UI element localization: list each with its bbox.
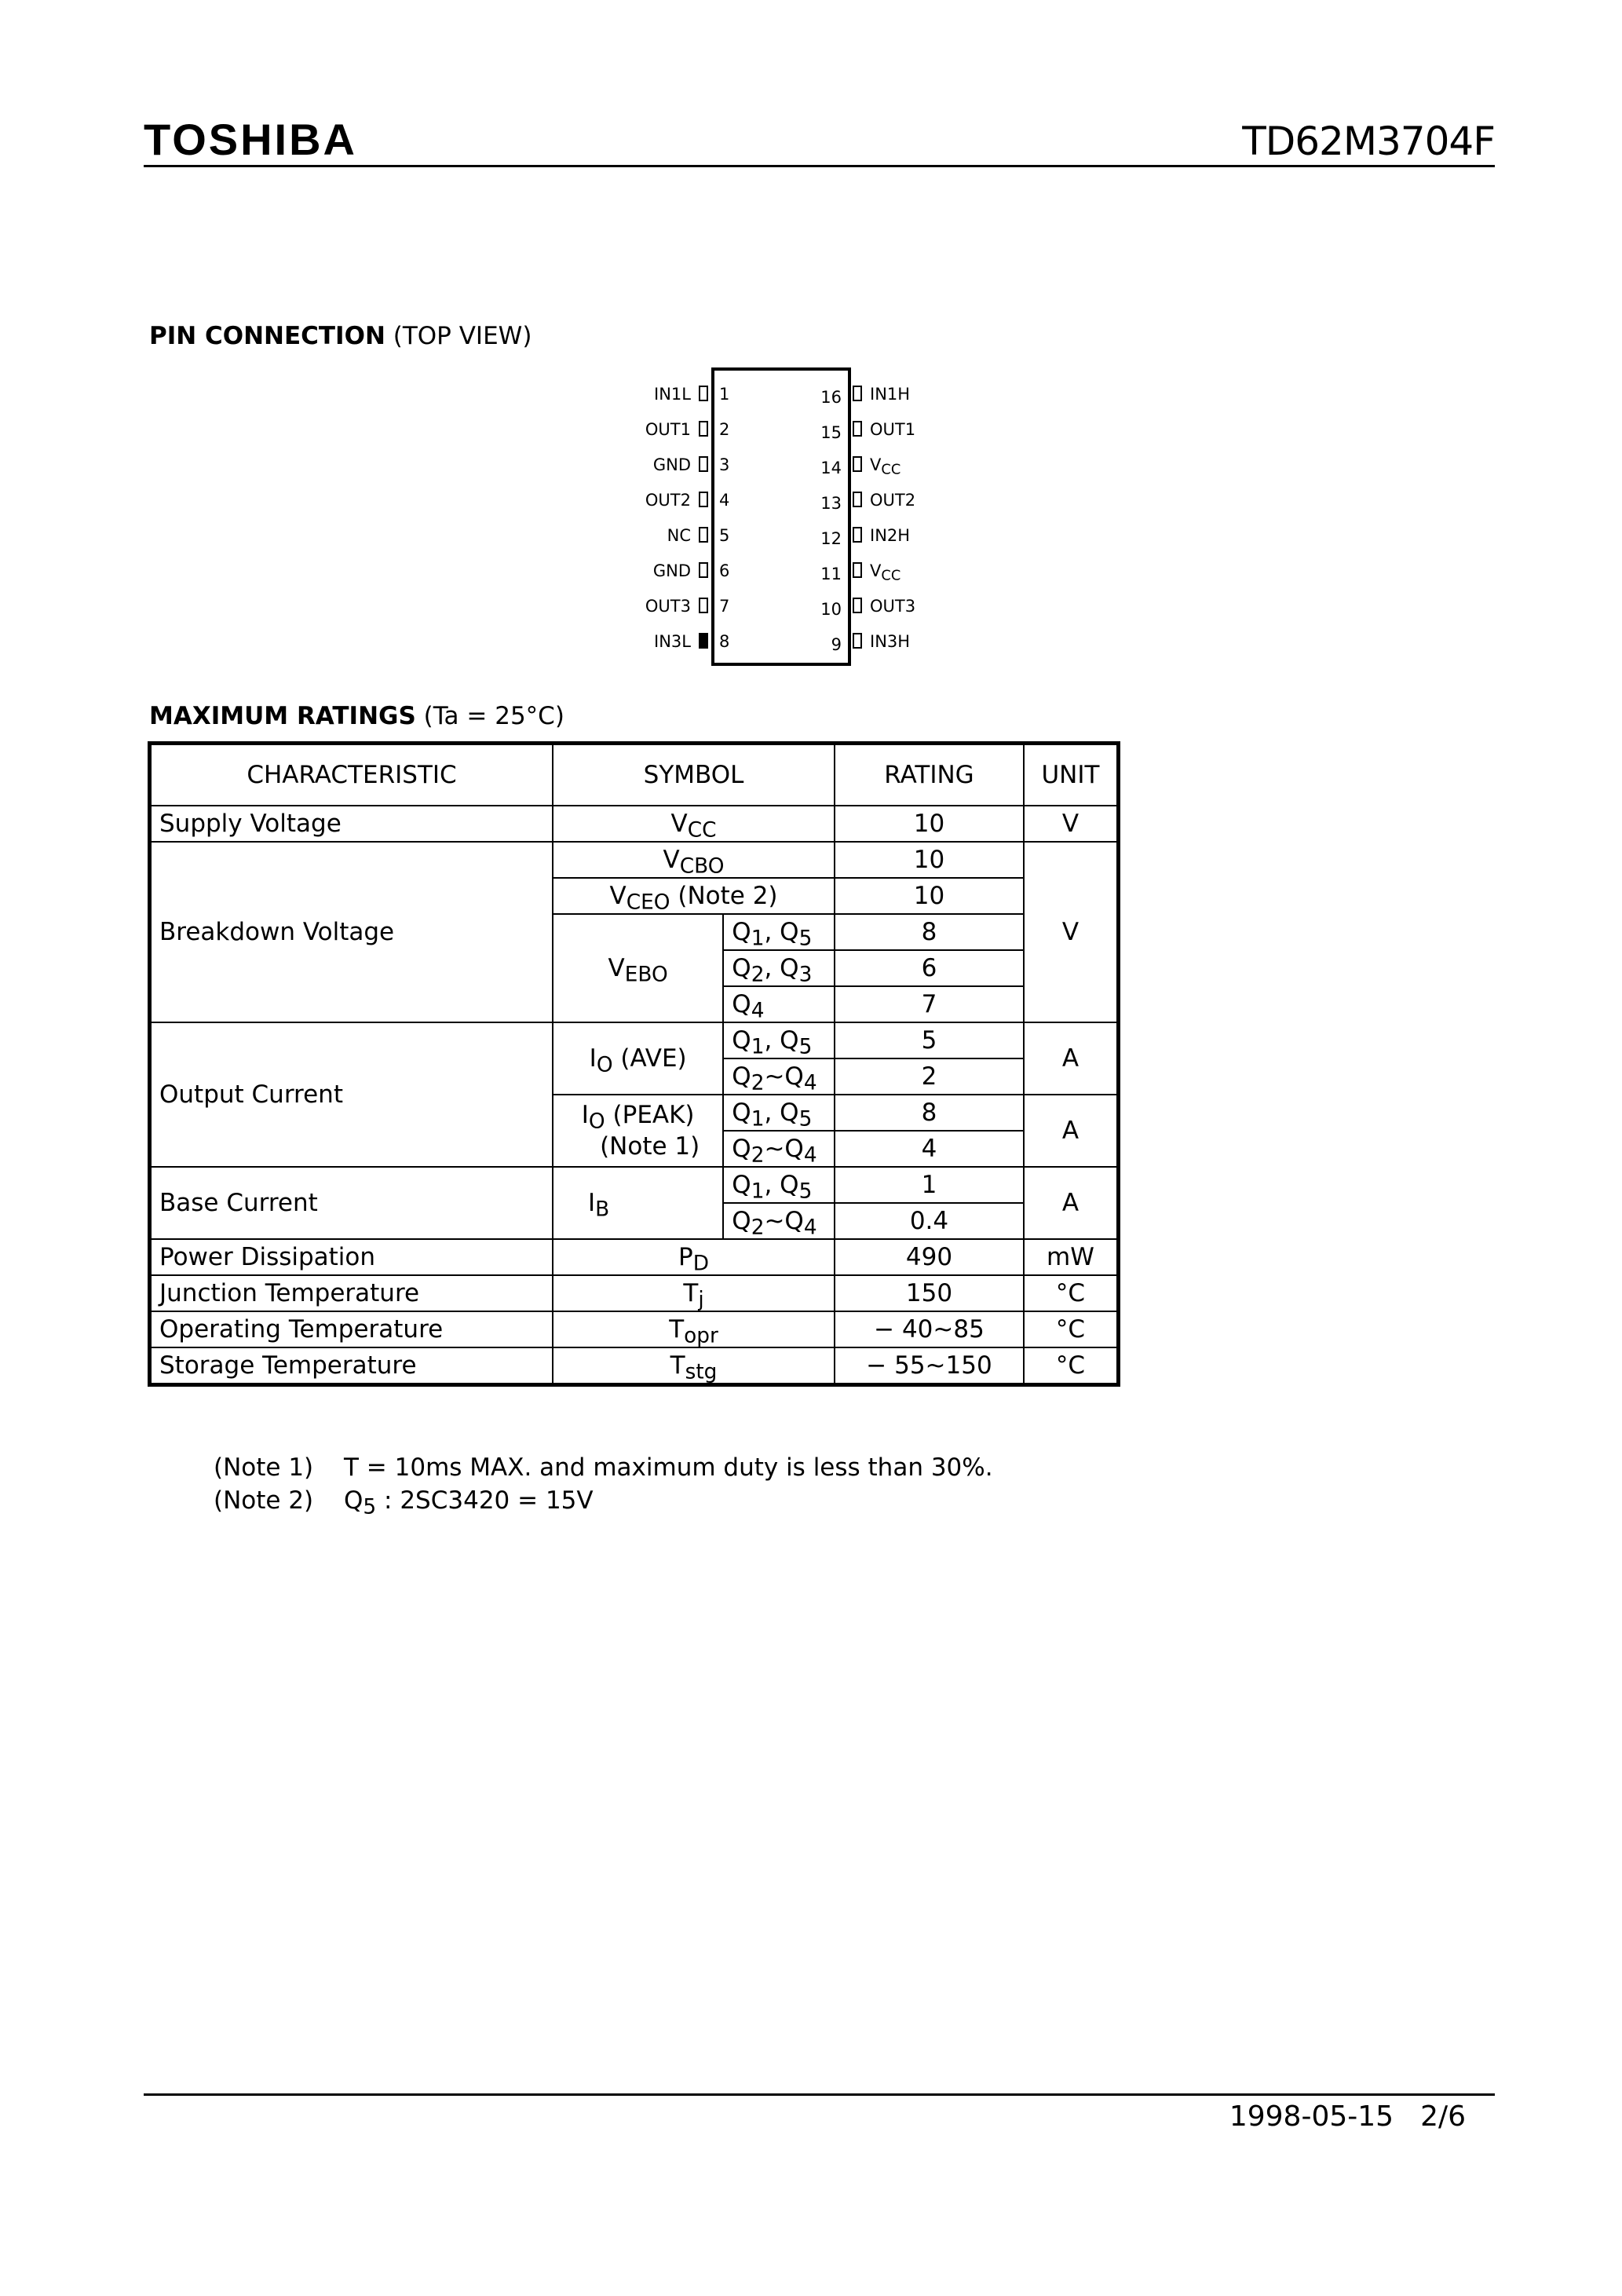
pd-rating: 490 [835, 1239, 1024, 1275]
pin-label: IN3L [654, 632, 691, 651]
header-rating: RATING [835, 744, 1024, 806]
pin-marker [699, 421, 708, 437]
ib-symbol: $I_B$ [553, 1167, 723, 1239]
io-ave-symbol: $I_O$ (AVE) [553, 1022, 723, 1095]
io-peak-q2-q4-rating: 4 [835, 1131, 1024, 1167]
pin-label: OUT2 [870, 491, 916, 510]
pin-number: 7 [719, 597, 730, 616]
ic-package-diagram [711, 367, 851, 666]
topr-unit: °C [1024, 1311, 1119, 1347]
tj-rating: 150 [835, 1275, 1024, 1311]
pin-label: OUT1 [870, 420, 916, 439]
pin-number: 6 [719, 561, 730, 580]
vebo-q1-q5-rating: 8 [835, 914, 1024, 950]
topr-symbol: $T_{opr}$ [553, 1311, 835, 1347]
vceo-symbol: $V_{CEO}$ (Note 2) [553, 878, 835, 914]
table-row [150, 1347, 1119, 1385]
ib-q1-q5: $Q_1$, $Q_5$ [723, 1167, 835, 1203]
ib-q2-q4: $Q_2\sim Q_4$ [723, 1203, 835, 1239]
tstg-rating: − 55~150 [835, 1347, 1024, 1385]
header-symbol: SYMBOL [553, 744, 835, 806]
pin-number: 2 [719, 420, 730, 439]
base-unit: A [1024, 1167, 1119, 1239]
pin-label: OUT3 [870, 597, 916, 616]
pin-number: 5 [719, 526, 730, 545]
io-ave-unit: A [1024, 1022, 1119, 1095]
pin-marker [699, 633, 708, 649]
pin-label: IN1H [870, 385, 911, 404]
footer-date: 1998-05-15 [1229, 2100, 1394, 2133]
header-unit: UNIT [1024, 744, 1119, 806]
pin-marker [853, 421, 862, 437]
pin-marker [699, 492, 708, 507]
pin-marker [853, 527, 862, 543]
pin-label: OUT1 [645, 420, 691, 439]
vebo-q2-q3: $Q_2$, $Q_3$ [723, 950, 835, 986]
table-row [150, 1275, 1119, 1311]
io-peak-symbol: $I_O$ (PEAK) (Note 1) [553, 1095, 723, 1167]
note-1: (Note 1) T = 10ms MAX. and maximum duty is less than 30%. [214, 1453, 993, 1482]
table-row [150, 1239, 1119, 1275]
pin-number: 9 [831, 635, 842, 654]
pin-label: OUT2 [645, 491, 691, 510]
io-peak-q1-q5-rating: 8 [835, 1095, 1024, 1131]
vebo-q1-q5: $Q_1$, $Q_5$ [723, 914, 835, 950]
pin-marker [699, 456, 708, 472]
pin-number: 13 [820, 494, 842, 513]
output-current-label: Output Current [150, 1022, 553, 1167]
pin-label: GND [652, 561, 691, 580]
toshiba-logo: TOSHIBA [144, 115, 357, 164]
pin-label: $V_{CC}$ [870, 455, 901, 478]
note-2: (Note 2) $Q_5$ : 2SC3420 = 15V [214, 1486, 594, 1519]
vcbo-rating: 10 [835, 842, 1024, 878]
storage-temperature-label: Storage Temperature [150, 1347, 553, 1385]
io-ave-q1-q5: $Q_1$, $Q_5$ [723, 1022, 835, 1058]
pin-marker [699, 386, 708, 401]
tj-unit: °C [1024, 1275, 1119, 1311]
io-ave-q1-q5-rating: 5 [835, 1022, 1024, 1058]
io-peak-q2-q4: $Q_2\sim Q_4$ [723, 1131, 835, 1167]
io-peak-unit: A [1024, 1095, 1119, 1167]
pin-marker [853, 633, 862, 649]
pin-number: 8 [719, 632, 730, 651]
table-row [150, 1167, 1119, 1203]
pin-marker [699, 562, 708, 578]
pin-marker [699, 527, 708, 543]
maximum-ratings-title-bold: MAXIMUM RATINGS [149, 702, 416, 730]
pin-label: NC [667, 526, 691, 545]
table-row [150, 1022, 1119, 1058]
base-current-label: Base Current [150, 1167, 553, 1239]
operating-temperature-label: Operating Temperature [150, 1311, 553, 1347]
pin-number: 1 [719, 385, 730, 404]
maximum-ratings-table [148, 741, 1120, 1387]
io-ave-q2-q4: $Q_2\sim Q_4$ [723, 1058, 835, 1095]
part-number: TD62M3704F [1242, 119, 1495, 164]
pin-marker [853, 386, 862, 401]
pin-marker [853, 598, 862, 613]
vebo-symbol: $V_{EBO}$ [553, 914, 723, 1022]
pin-marker [699, 598, 708, 613]
vebo-q4-rating: 7 [835, 986, 1024, 1022]
pin-connection-title-rest: (TOP VIEW) [393, 322, 532, 350]
pin-marker [853, 492, 862, 507]
pd-symbol: $P_D$ [553, 1239, 835, 1275]
vcbo-symbol: $V_{CBO}$ [553, 842, 835, 878]
table-row [150, 1311, 1119, 1347]
pin-number: 10 [820, 600, 842, 619]
pin-number: 15 [820, 423, 842, 442]
junction-temperature-label: Junction Temperature [150, 1275, 553, 1311]
header-rule [144, 165, 1495, 167]
pin-label: OUT3 [645, 597, 691, 616]
pin-number: 14 [820, 459, 842, 477]
supply-unit: V [1024, 806, 1119, 842]
topr-rating: − 40~85 [835, 1311, 1024, 1347]
breakdown-unit: V [1024, 842, 1119, 1022]
table-header-row [150, 744, 1119, 806]
ib-q1-q5-rating: 1 [835, 1167, 1024, 1203]
pin-number: 12 [820, 529, 842, 548]
pin-connection-title [149, 320, 532, 352]
vebo-q2-q3-rating: 6 [835, 950, 1024, 986]
vceo-rating: 10 [835, 878, 1024, 914]
footer-page: 2/6 [1420, 2100, 1466, 2133]
pin-label: GND [652, 455, 691, 474]
supply-voltage-label: Supply Voltage [150, 806, 553, 842]
tj-symbol: $T_j$ [553, 1275, 835, 1311]
pd-unit: mW [1024, 1239, 1119, 1275]
ib-q2-q4-rating: 0.4 [835, 1203, 1024, 1239]
power-dissipation-label: Power Dissipation [150, 1239, 553, 1275]
tstg-symbol: $T_{stg}$ [553, 1347, 835, 1385]
pin-number: 16 [820, 388, 842, 407]
pin-marker [853, 562, 862, 578]
pin-marker [853, 456, 862, 472]
breakdown-voltage-label: Breakdown Voltage [150, 842, 553, 1022]
supply-rating: 10 [835, 806, 1024, 842]
footer-rule [144, 2093, 1495, 2096]
pin-number: 4 [719, 491, 730, 510]
maximum-ratings-title [149, 700, 564, 732]
supply-symbol: $V_{CC}$ [553, 806, 835, 842]
vebo-q4: $Q_4$ [723, 986, 835, 1022]
pin-label: $V_{CC}$ [870, 561, 901, 584]
pin-number: 3 [719, 455, 730, 474]
pin-label: IN3H [870, 632, 911, 651]
pin-label: IN1L [654, 385, 691, 404]
pin-label: IN2H [870, 526, 911, 545]
io-ave-q2-q4-rating: 2 [835, 1058, 1024, 1095]
pin-connection-title-bold: PIN CONNECTION [149, 322, 385, 350]
pin-number: 11 [820, 565, 842, 583]
tstg-unit: °C [1024, 1347, 1119, 1385]
header-characteristic: CHARACTERISTIC [150, 744, 553, 806]
table-row [150, 842, 1119, 878]
maximum-ratings-title-rest: (Ta = 25°C) [423, 702, 564, 730]
io-peak-q1-q5: $Q_1$, $Q_5$ [723, 1095, 835, 1131]
footer-info [1229, 2100, 1466, 2134]
table-row [150, 806, 1119, 842]
